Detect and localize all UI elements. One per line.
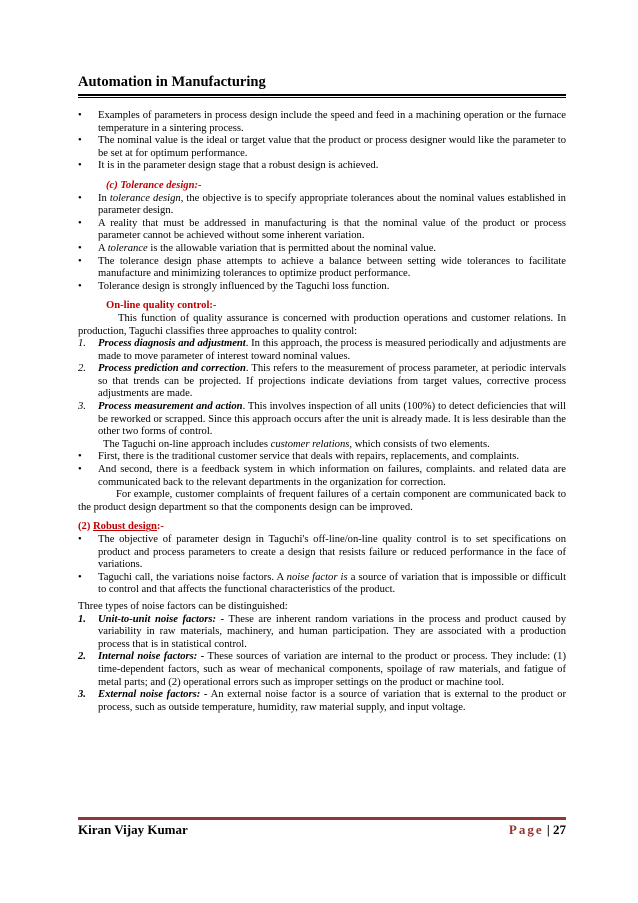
bullet-icon: • <box>78 217 82 229</box>
page-footer <box>78 817 566 838</box>
list-item: 3. Process measurement and action. This involves inspection of all units (100%) to detect deficiencies that will be reworked or scrapped. Since this approach occurs after the unit is already made. It is less desirable than the other two forms of control. <box>78 401 566 438</box>
bullet-icon: • <box>78 451 82 463</box>
header-rule <box>78 94 566 96</box>
list-item: • And second, there is a feedback system in which information on failures, complaints. and related data are communicated back to the relevant departments in the organization for correction. <box>78 464 566 488</box>
bullet-icon: • <box>78 135 82 147</box>
customer-relations-bullets <box>78 451 566 489</box>
page-number-label: Page | 27 <box>508 822 566 837</box>
document-body <box>78 110 566 714</box>
list-item: • It is in the parameter design stage that a robust design is achieved. <box>78 160 379 172</box>
bullet-icon: • <box>78 255 82 267</box>
bullet-icon: • <box>78 571 82 583</box>
example-paragraph: For example, customer complaints of frequent failures of a certain component are communicated back to the product design department so that the components design can be improved. <box>78 489 566 513</box>
bullet-icon: • <box>78 464 82 476</box>
bullet-icon: • <box>78 160 82 172</box>
page-header-title: Automation in Manufacturing <box>78 74 266 90</box>
bullet-icon: • <box>78 242 82 254</box>
header-rule-thin <box>78 97 566 98</box>
list-item: • A tolerance is the allowable variation that is permitted about the nominal value. <box>78 242 437 254</box>
list-item: • In tolerance design, the objective is to specify appropriate tolerances about the nominal values established in parameter design. <box>78 192 566 217</box>
list-item: • First, there is the traditional customer service that deals with repairs, replacements, and complaints. <box>78 451 519 463</box>
noise-types-intro: Three types of noise factors can be distinguished: <box>78 600 288 612</box>
list-item: • The objective of parameter design in Taguchi's off-line/on-line quality control is to set specifications on product and process parameters to create a design that resists failure or reduced performance in the face of variations. <box>78 534 566 571</box>
customer-relations-line: The Taguchi on-line approach includes customer relations, which consists of two elements. <box>103 438 490 450</box>
list-item: • Tolerance design is strongly influenced by the Taguchi loss function. <box>78 280 390 292</box>
list-item: • Taguchi call, the variations noise factors. A noise factor is a source of variation that is impossible or difficult to control and that affects the functional characteristics of the product. <box>78 571 567 596</box>
bullet-icon: • <box>78 110 82 121</box>
list-item: 2. Internal noise factors: - These sources of variation are internal to the product or process. They include: (1) time-dependent factors, such as wear of mechanical components, spoilage of raw materials, and fatigue of metal parts; and (2) operational errors such as improper settings on the product or machine tool. <box>78 651 566 688</box>
online-intro: This function of quality assurance is concerned with production operations and customer relations. In production, Taguchi classifies three approaches to quality control: <box>78 312 566 337</box>
list-item: 2. Process prediction and correction. This refers to the measurement of process parameter, at periodic intervals so that trends can be projected. If projections indicate deviations from target values, corrective process adjustments are made. <box>78 363 566 400</box>
robust-design-heading: (2) Robust design:- <box>78 521 164 533</box>
tolerance-heading: (c) Tolerance design:- <box>106 179 202 191</box>
robust-design-bullets <box>78 534 566 597</box>
list-item: • A reality that must be addressed in manufacturing is that the nominal value of the product or process parameter cannot be achieved without some inherent variation. <box>78 217 566 242</box>
noise-types-list <box>78 614 566 715</box>
online-approaches-list <box>78 338 566 439</box>
list-item: • The tolerance design phase attempts to achieve a balance between setting wide tolerances to facilitate manufacture and minimizing tolerances to optimize product performance. <box>78 255 566 280</box>
bullet-icon: • <box>78 534 82 545</box>
footer-author: Kiran Vijay Kumar <box>78 822 188 837</box>
list-item: • Examples of parameters in process design include the speed and feed in a machining operation or the furnace temperature in a sintering process. <box>78 110 566 134</box>
list-item: 3. External noise factors: - An external noise factor is a source of variation that is external to the product or process, such as outside temperature, humidity, raw material supply, and input voltage. <box>78 689 567 713</box>
online-quality-heading: On-line quality control:- <box>106 300 217 312</box>
list-item: • The nominal value is the ideal or target value that the product or process designer would like the parameter to be set at for optimum performance. <box>78 135 566 159</box>
page <box>78 74 566 714</box>
bullet-icon: • <box>78 280 82 292</box>
parameter-design-bullets <box>78 110 566 173</box>
list-item: 1. Process diagnosis and adjustment. In this approach, the process is measured periodically and adjustments are made to move parameter of interest toward nominal values. <box>78 338 566 362</box>
bullet-icon: • <box>78 192 82 204</box>
footer-rule <box>78 817 566 820</box>
tolerance-bullets <box>78 193 566 294</box>
list-item: 1. Unit-to-unit noise factors: - These are inherent random variations in the process and product caused by variability in raw materials, machinery, and human participation. They are associated with a production process that is in statistical control. <box>78 613 566 650</box>
